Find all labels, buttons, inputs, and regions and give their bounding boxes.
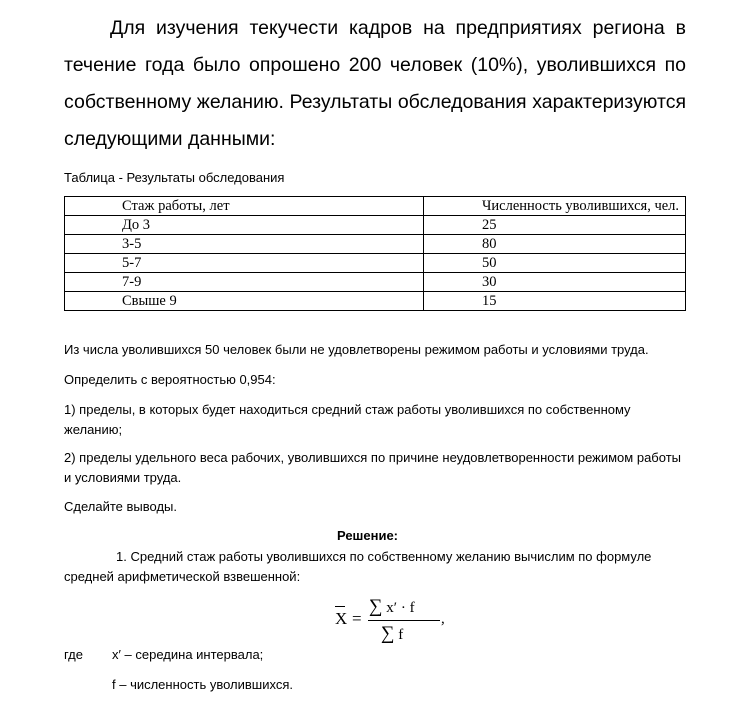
table-row (65, 273, 686, 292)
table-cell: 80 (424, 235, 686, 254)
table-row (65, 235, 686, 254)
table-cell: 3-5 (65, 235, 424, 254)
fraction-line (368, 620, 440, 621)
definition-midpoint: x′ – середина интервала; (112, 647, 264, 662)
formula-numerator: ∑ x′ · f (369, 596, 415, 617)
table-row (65, 254, 686, 273)
table-cell: Свыше 9 (65, 292, 424, 311)
conclusion-prompt: Сделайте выводы. (64, 499, 177, 514)
table-cell: 25 (424, 216, 686, 235)
formula-mean-symbol: X (335, 609, 347, 629)
solution-step-1: 1. Средний стаж работы уволившихся по собственному желанию вычислим по формуле средней арифметической взвешенной: (64, 549, 652, 584)
table-cell: 7-9 (65, 273, 424, 292)
definition-count: f – численность уволившихся. (112, 677, 293, 692)
table-row (65, 216, 686, 235)
formula-comma: , (441, 611, 445, 627)
task-statement: Определить с вероятностью 0,954: (64, 372, 276, 387)
formula-denominator: ∑ f (381, 623, 404, 644)
weighted-mean-formula (335, 596, 475, 650)
formula-equals: = (352, 609, 362, 628)
table-cell: До 3 (65, 216, 424, 235)
table-cell: 15 (424, 292, 686, 311)
dissatisfied-note: Из числа уволившихся 50 человек были не удовлетворены режимом работы и условиями труда. (64, 342, 649, 357)
table-row (65, 292, 686, 311)
table-cell: 30 (424, 273, 686, 292)
survey-table (64, 196, 686, 311)
table-header-row (65, 197, 686, 216)
solution-heading: Решение: (336, 528, 399, 543)
task-item-1: 1) пределы, в которых будет находиться средний стаж работы уволившихся по собственному желанию; (64, 402, 631, 437)
where-label: где (64, 647, 83, 662)
task-item-2: 2) пределы удельного веса рабочих, уволившихся по причине неудовлетворенности режимом работы и условиями труда. (64, 450, 681, 485)
column-header-count: Численность уволившихся, чел. (424, 197, 686, 216)
table-cell: 50 (424, 254, 686, 273)
table-caption: Таблица - Результаты обследования (64, 170, 285, 185)
intro-paragraph: Для изучения текучести кадров на предприятиях региона в течение года было опрошено 200 человек (10%), уволившихся по собственному желанию. Результаты обследования характеризуются следующими данными: (64, 17, 686, 150)
column-header-experience: Стаж работы, лет (65, 197, 424, 216)
table-cell: 5-7 (65, 254, 424, 273)
